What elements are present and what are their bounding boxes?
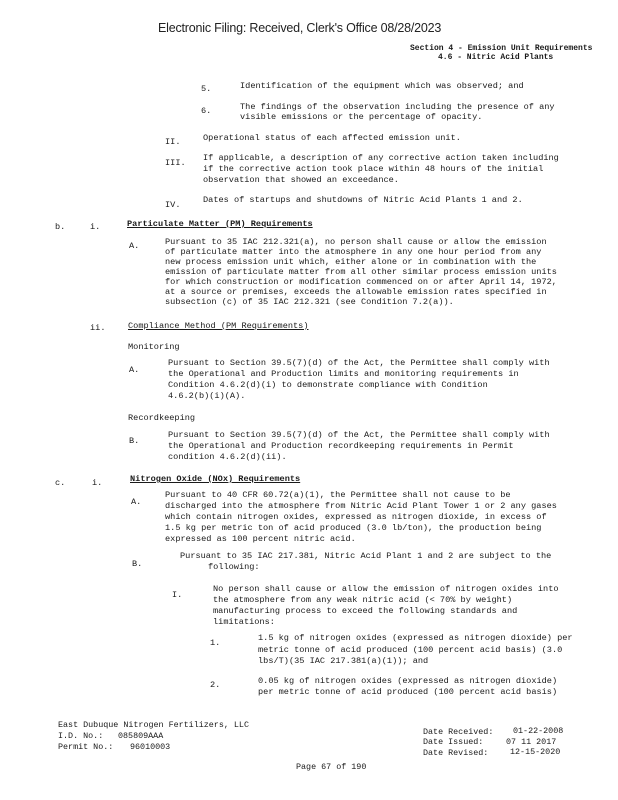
roman-text: If applicable, a description of any corrective action taken including [203,153,559,163]
item-text: which contain nitrogen oxides, expressed as nitrogen dioxide, in excess of [165,512,547,522]
item-text: 0.05 kg of nitrogen oxides (expressed as nitrogen dioxide) [258,676,558,686]
item-text: metric tonne of acid produced (100 percent acid basis) (3.0 [258,645,563,655]
item-number: A. [129,365,140,375]
item-text: the Operational and Production limits and monitoring requirements in [168,369,519,379]
item-number: I. [172,590,183,600]
item-number: A. [129,241,140,251]
item-text: the Operational and Production recordkeeping requirements in Permit [168,441,514,451]
item-text: Pursuant to 40 CFR 60.72(a)(1), the Permittee shall not cause to be [165,490,511,500]
item-text: new process emission unit which, either alone or in combination with the [165,257,537,267]
item-text: lbs/T)(35 IAC 217.381(a)(1)); and [258,656,429,666]
item-text: 4.6.2(b)(i)(A). [168,391,246,401]
roman-number: IV. [165,200,181,210]
item-text: discharged into the atmosphere from Nitric Acid Plant Tower 1 or 2 any gases [165,501,557,511]
item-number: 5. [201,84,212,94]
section-number: i. [90,222,101,232]
roman-text: Dates of startups and shutdowns of Nitric Acid Plants 1 and 2. [203,195,523,205]
roman-text: if the corrective action took place within 48 hours of the initial [203,164,544,174]
item-text: per metric tonne of acid produced (100 percent acid basis) [258,687,558,697]
roman-number: III. [165,158,186,168]
item-number: 6. [201,106,212,116]
item-text: Pursuant to 35 IAC 212.321(a), no person shall cause or allow the emission [165,237,547,247]
permit-value: 96010003 [130,742,171,752]
page-number: Page 67 of 190 [296,762,367,772]
item-text: visible emissions or the percentage of opacity. [240,112,483,122]
roman-text: observation that showed an exceedance. [203,175,399,185]
subsection-title: Compliance Method (PM Requirements) [128,321,309,331]
item-text: Pursuant to Section 39.5(7)(d) of the Act, the Permittee shall comply with [168,358,550,368]
date-revised-value: 12-15-2020 [510,747,561,757]
item-text: No person shall cause or allow the emission of nitrogen oxides into [213,584,559,594]
section-letter: b. [55,222,66,232]
item-text: 1.5 kg of nitrogen oxides (expressed as nitrogen dioxide) per [258,633,573,643]
filing-banner: Electronic Filing: Received, Clerk's Office 08/28/2023 [158,21,442,35]
item-text: Pursuant to Section 39.5(7)(d) of the Act, the Permittee shall comply with [168,430,550,440]
subsection-number: ii. [90,323,106,333]
subheading: Recordkeeping [128,413,196,423]
permit-label: Permit No.: [58,742,114,752]
item-text: limitations: [213,617,275,627]
item-text: emission of particulate matter from all other similar process emission units [165,267,557,277]
item-text: of particulate matter into the atmosphere in any one hour period from any [165,247,542,257]
date-received-value: 01-22-2008 [513,726,564,736]
item-text: Identification of the equipment which was observed; and [240,81,524,91]
item-number: B. [132,559,143,569]
date-received-label: Date Received: [423,727,494,737]
item-number: 2. [210,680,221,690]
item-text: subsection (c) of 35 IAC 212.321 (see Condition 7.2(a)). [165,297,454,307]
company-name: East Dubuque Nitrogen Fertilizers, LLC [58,720,249,730]
roman-text: Operational status of each affected emission unit. [203,133,461,143]
item-text: Condition 4.6.2(d)(i) to demonstrate compliance with Condition [168,380,488,390]
date-issued-label: Date Issued: [423,737,484,747]
section-header: Section 4 - Emission Unit Requirements [410,44,593,53]
id-value: 085809AAA [118,731,164,741]
section-title: Particulate Matter (PM) Requirements [127,219,313,229]
subheading: Monitoring [128,342,180,352]
id-label: I.D. No.: [58,731,104,741]
item-number: B. [129,436,140,446]
section-number: i. [92,478,103,488]
item-text: 1.5 kg per metric ton of acid produced (3.0 lb/ton), the production being [165,523,542,533]
item-number: A. [131,497,142,507]
item-text: Pursuant to 35 IAC 217.381, Nitric Acid Plant 1 and 2 are subject to the [180,551,552,561]
subsection-header: 4.6 - Nitric Acid Plants [438,53,554,62]
section-title: Nitrogen Oxide (NOx) Requirements [130,474,301,484]
roman-number: II. [165,137,181,147]
item-text: the atmosphere from any weak nitric acid (< 70% by weight) [213,595,513,605]
item-text: at a source or premises, exceeds the allowable emission rates specified in [165,287,547,297]
item-text: manufacturing process to exceed the following standards and [213,606,518,616]
item-text: for which construction or modification commenced on or after April 14, 1972, [165,277,557,287]
date-issued-value: 07 11 2017 [506,737,557,747]
item-text: expressed as 100 percent nitric acid. [165,534,356,544]
item-number: 1. [210,638,221,648]
item-text: condition 4.6.2(d)(ii). [168,452,287,462]
section-letter: c. [55,478,66,488]
date-revised-label: Date Revised: [423,748,489,758]
item-text: following: [208,562,260,572]
item-text: The findings of the observation including the presence of any [240,102,555,112]
